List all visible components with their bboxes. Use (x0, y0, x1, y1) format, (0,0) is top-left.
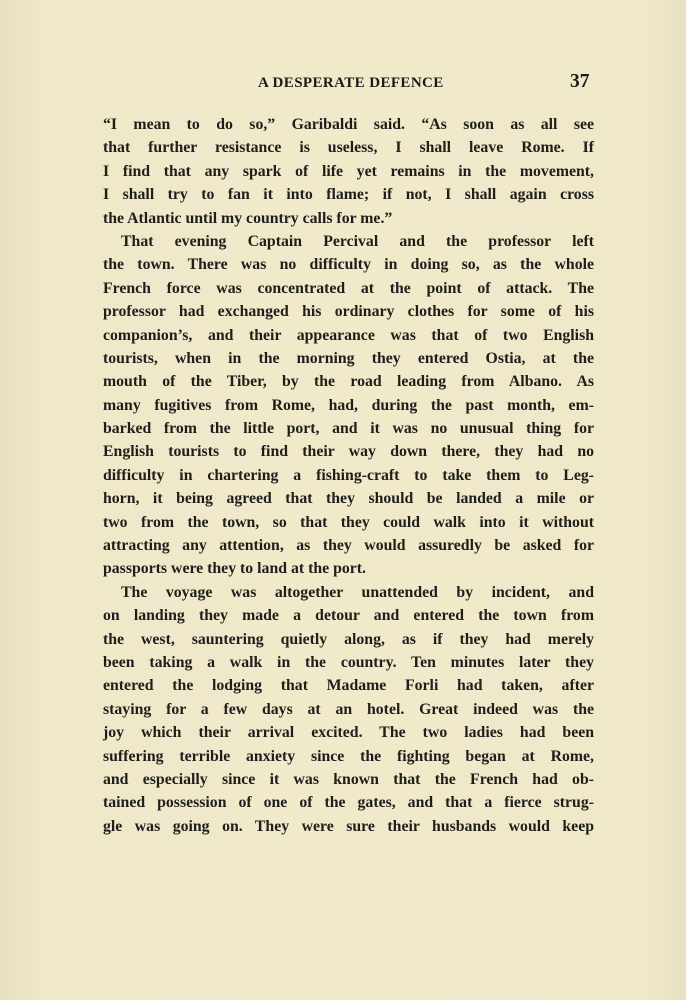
paragraph-3 (103, 581, 594, 838)
text-line: joy which their arrival excited. The two ladies had been (103, 724, 594, 742)
text-line: many fugitives from Rome, had, during the past month, em- (103, 396, 594, 414)
text-line: attracting any attention, as they would assuredly be asked for (103, 537, 594, 555)
text-line: professor had exchanged his ordinary clothes for some of his (103, 303, 594, 321)
text-line: The voyage was altogether unattended by incident, and (121, 583, 594, 601)
text-line: companion’s, and their appearance was that of two English (103, 326, 594, 344)
text-line: tourists, when in the morning they entered Ostia, at the (103, 349, 594, 367)
text-line: staying for a few days at an hotel. Great indeed was the (103, 700, 594, 718)
text-line: difficulty in chartering a fishing-craft to take them to Leg- (103, 466, 594, 484)
text-line: two from the town, so that they could walk into it without (103, 513, 594, 531)
page-number: 37 (570, 71, 590, 92)
text-line: the Atlantic until my country calls for me.” (103, 209, 393, 227)
text-line: “I mean to do so,” Garibaldi said. “As soon as all see (103, 116, 594, 133)
text-line: tained possession of one of the gates, and that a fierce strug- (103, 794, 594, 812)
text-line: gle was going on. They were sure their husbands would keep (103, 817, 594, 835)
text-line: that further resistance is useless, I shall leave Rome. If (103, 139, 594, 157)
text-line: That evening Captain Percival and the professor left (121, 232, 594, 250)
paragraph-2 (103, 230, 594, 581)
paragraph-1 (103, 113, 594, 230)
text-line: French force was concentrated at the point of attack. The (103, 279, 594, 297)
text-line: the town. There was no difficulty in doing so, as the whole (103, 256, 594, 274)
text-line: passports were they to land at the port. (103, 560, 366, 578)
text-line: entered the lodging that Madame Forli had taken, after (103, 677, 594, 695)
running-head: A DESPERATE DEFENCE (258, 75, 444, 91)
text-line: on landing they made a detour and entered the town from (103, 607, 594, 625)
text-line: English tourists to find their way down there, they had no (103, 443, 594, 461)
text-line: the west, sauntering quietly along, as if they had merely (103, 630, 594, 648)
body-text (103, 113, 594, 838)
text-line: I shall try to fan it into flame; if not, I shall again cross (103, 186, 594, 204)
text-line: horn, it being agreed that they should be landed a mile or (103, 490, 594, 508)
text-line: suffering terrible anxiety since the fighting began at Rome, (103, 747, 594, 765)
text-line: I find that any spark of life yet remains in the movement, (103, 162, 594, 180)
text-line: been taking a walk in the country. Ten minutes later they (103, 653, 594, 671)
text-line: and especially since it was known that the French had ob- (103, 770, 594, 788)
text-line: barked from the little port, and it was no unusual thing for (103, 420, 594, 438)
text-line: mouth of the Tiber, by the road leading from Albano. As (103, 373, 594, 391)
